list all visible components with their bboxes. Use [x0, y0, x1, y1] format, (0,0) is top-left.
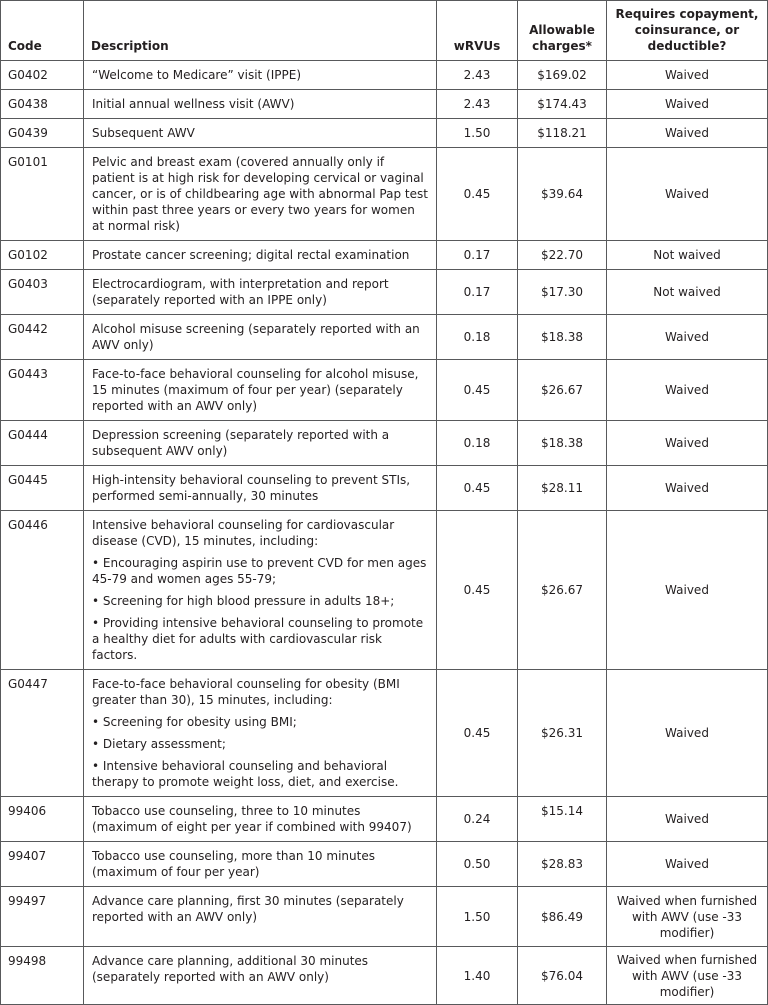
cell-allowable-charges: $15.14	[518, 797, 607, 842]
table-row	[1, 148, 768, 241]
cell-description	[84, 270, 437, 315]
cell-requires-payment: Waived	[607, 148, 768, 241]
table-row	[1, 670, 768, 797]
cell-requires-payment: Waived when furnished with AWV (use -33 modifier)	[607, 887, 768, 947]
cell-allowable-charges: $22.70	[518, 241, 607, 270]
cell-description	[84, 421, 437, 466]
description-bullet: • Encouraging aspirin use to prevent CVD for men ages 45-79 and women ages 55-79;	[92, 556, 427, 586]
description-text: Tobacco use counseling, more than 10 minutes (maximum of four per year)	[92, 849, 375, 879]
cell-wrvus: 0.45	[437, 670, 518, 797]
table-row	[1, 241, 768, 270]
description-text: Depression screening (separately reported with a subsequent AWV only)	[92, 428, 390, 458]
description-bullet: • Screening for obesity using BMI;	[92, 715, 297, 729]
table-body	[1, 61, 768, 1005]
cell-requires-payment: Waived	[607, 315, 768, 360]
cell-description	[84, 887, 437, 947]
header-allowable-charges: Allowable charges*	[518, 1, 607, 61]
description-text: “Welcome to Medicare” visit (IPPE)	[92, 68, 302, 82]
cell-code: G0447	[1, 670, 84, 797]
cell-wrvus: 0.45	[437, 360, 518, 421]
cell-code: G0403	[1, 270, 84, 315]
cell-description	[84, 670, 437, 797]
description-text: Electrocardiogram, with interpretation and report (separately reported with an IPPE only)	[92, 277, 389, 307]
cell-allowable-charges: $26.31	[518, 670, 607, 797]
cell-code: G0442	[1, 315, 84, 360]
header-description: Description	[84, 1, 437, 61]
cell-allowable-charges: $28.11	[518, 466, 607, 511]
cell-requires-payment: Waived	[607, 90, 768, 119]
table-row	[1, 360, 768, 421]
table-header-row	[1, 1, 768, 61]
description-text: Prostate cancer screening; digital rectal examination	[92, 248, 410, 262]
cell-allowable-charges: $18.38	[518, 315, 607, 360]
cell-requires-payment: Waived	[607, 61, 768, 90]
cell-allowable-charges: $174.43	[518, 90, 607, 119]
header-wrvus: wRVUs	[437, 1, 518, 61]
cell-wrvus: 1.40	[437, 947, 518, 1005]
description-text: Subsequent AWV	[92, 126, 195, 140]
cell-requires-payment: Waived	[607, 842, 768, 887]
cell-wrvus: 0.18	[437, 421, 518, 466]
table-row	[1, 466, 768, 511]
table-row	[1, 842, 768, 887]
cell-requires-payment: Waived	[607, 797, 768, 842]
cell-allowable-charges: $18.38	[518, 421, 607, 466]
cell-description	[84, 90, 437, 119]
description-text: Tobacco use counseling, three to 10 minutes (maximum of eight per year if combined with 99407)	[92, 804, 412, 834]
cell-description	[84, 797, 437, 842]
cell-allowable-charges: $17.30	[518, 270, 607, 315]
description-text: Intensive behavioral counseling for cardiovascular disease (CVD), 15 minutes, including:	[92, 518, 395, 548]
cell-wrvus: 0.50	[437, 842, 518, 887]
table-row	[1, 119, 768, 148]
table-row	[1, 270, 768, 315]
description-text: Face-to-face behavioral counseling for alcohol misuse, 15 minutes (maximum of four per year) (separately reported with an AWV only)	[92, 367, 419, 413]
table-row	[1, 61, 768, 90]
cell-requires-payment: Waived	[607, 670, 768, 797]
description-text: Advance care planning, additional 30 minutes (separately reported with an AWV only)	[92, 954, 369, 984]
cell-code: G0439	[1, 119, 84, 148]
cell-description	[84, 511, 437, 670]
cell-wrvus: 0.17	[437, 270, 518, 315]
header-requires-payment: Requires copayment, coinsurance, or deductible?	[607, 1, 768, 61]
cell-wrvus: 0.17	[437, 241, 518, 270]
cell-code: G0444	[1, 421, 84, 466]
description-bullet: • Screening for high blood pressure in adults 18+;	[92, 594, 395, 608]
description-bullet: • Intensive behavioral counseling and behavioral therapy to promote weight loss, diet, and exercise.	[92, 759, 399, 789]
cell-allowable-charges: $26.67	[518, 511, 607, 670]
cell-wrvus: 2.43	[437, 61, 518, 90]
cell-description	[84, 947, 437, 1005]
table-row	[1, 421, 768, 466]
cell-requires-payment: Waived	[607, 421, 768, 466]
cell-code: 99497	[1, 887, 84, 947]
cell-wrvus: 1.50	[437, 119, 518, 148]
cell-requires-payment: Waived	[607, 360, 768, 421]
cell-wrvus: 0.18	[437, 315, 518, 360]
header-code: Code	[1, 1, 84, 61]
cell-description	[84, 119, 437, 148]
cell-description	[84, 61, 437, 90]
cell-allowable-charges: $76.04	[518, 947, 607, 1005]
cell-allowable-charges: $26.67	[518, 360, 607, 421]
description-text: Alcohol misuse screening (separately reported with an AWV only)	[92, 322, 420, 352]
description-text: Pelvic and breast exam (covered annually only if patient is at high risk for developing cervical or vaginal cancer, or is of childbearing age with abnormal Pap test within past three years or every two years for women at normal risk)	[92, 155, 428, 233]
cell-code: G0446	[1, 511, 84, 670]
table-row	[1, 947, 768, 1005]
cell-allowable-charges: $118.21	[518, 119, 607, 148]
cell-requires-payment: Not waived	[607, 270, 768, 315]
cell-wrvus: 0.45	[437, 466, 518, 511]
cell-code: 99498	[1, 947, 84, 1005]
cell-allowable-charges: $169.02	[518, 61, 607, 90]
description-text: Advance care planning, first 30 minutes (separately reported with an AWV only)	[92, 894, 404, 924]
cell-wrvus: 1.50	[437, 887, 518, 947]
description-text: Face-to-face behavioral counseling for obesity (BMI greater than 30), 15 minutes, including:	[92, 677, 400, 707]
cell-wrvus: 0.45	[437, 511, 518, 670]
table-row	[1, 511, 768, 670]
cell-wrvus: 2.43	[437, 90, 518, 119]
cell-code: G0445	[1, 466, 84, 511]
cell-description	[84, 148, 437, 241]
description-bullet: • Dietary assessment;	[92, 737, 226, 751]
cell-requires-payment: Waived when furnished with AWV (use -33 modifier)	[607, 947, 768, 1005]
description-text: High-intensity behavioral counseling to prevent STIs, performed semi-annually, 30 minutes	[92, 473, 411, 503]
cell-wrvus: 0.45	[437, 148, 518, 241]
cell-requires-payment: Waived	[607, 511, 768, 670]
cell-description	[84, 842, 437, 887]
table-row	[1, 90, 768, 119]
table-row	[1, 887, 768, 947]
cell-code: 99406	[1, 797, 84, 842]
cell-allowable-charges: $28.83	[518, 842, 607, 887]
cell-description	[84, 466, 437, 511]
cell-requires-payment: Waived	[607, 119, 768, 148]
table-row	[1, 315, 768, 360]
cell-code: G0443	[1, 360, 84, 421]
description-bullet: • Providing intensive behavioral counseling to promote a healthy diet for adults with cardiovascular risk factors.	[92, 616, 424, 662]
cell-code: 99407	[1, 842, 84, 887]
cell-code: G0438	[1, 90, 84, 119]
cell-requires-payment: Not waived	[607, 241, 768, 270]
cell-code: G0402	[1, 61, 84, 90]
table-row	[1, 797, 768, 842]
cell-code: G0101	[1, 148, 84, 241]
cell-wrvus: 0.24	[437, 797, 518, 842]
cell-description	[84, 241, 437, 270]
cell-description	[84, 315, 437, 360]
cell-description	[84, 360, 437, 421]
cell-requires-payment: Waived	[607, 466, 768, 511]
cell-allowable-charges: $39.64	[518, 148, 607, 241]
cell-allowable-charges: $86.49	[518, 887, 607, 947]
description-text: Initial annual wellness visit (AWV)	[92, 97, 295, 111]
cell-code: G0102	[1, 241, 84, 270]
